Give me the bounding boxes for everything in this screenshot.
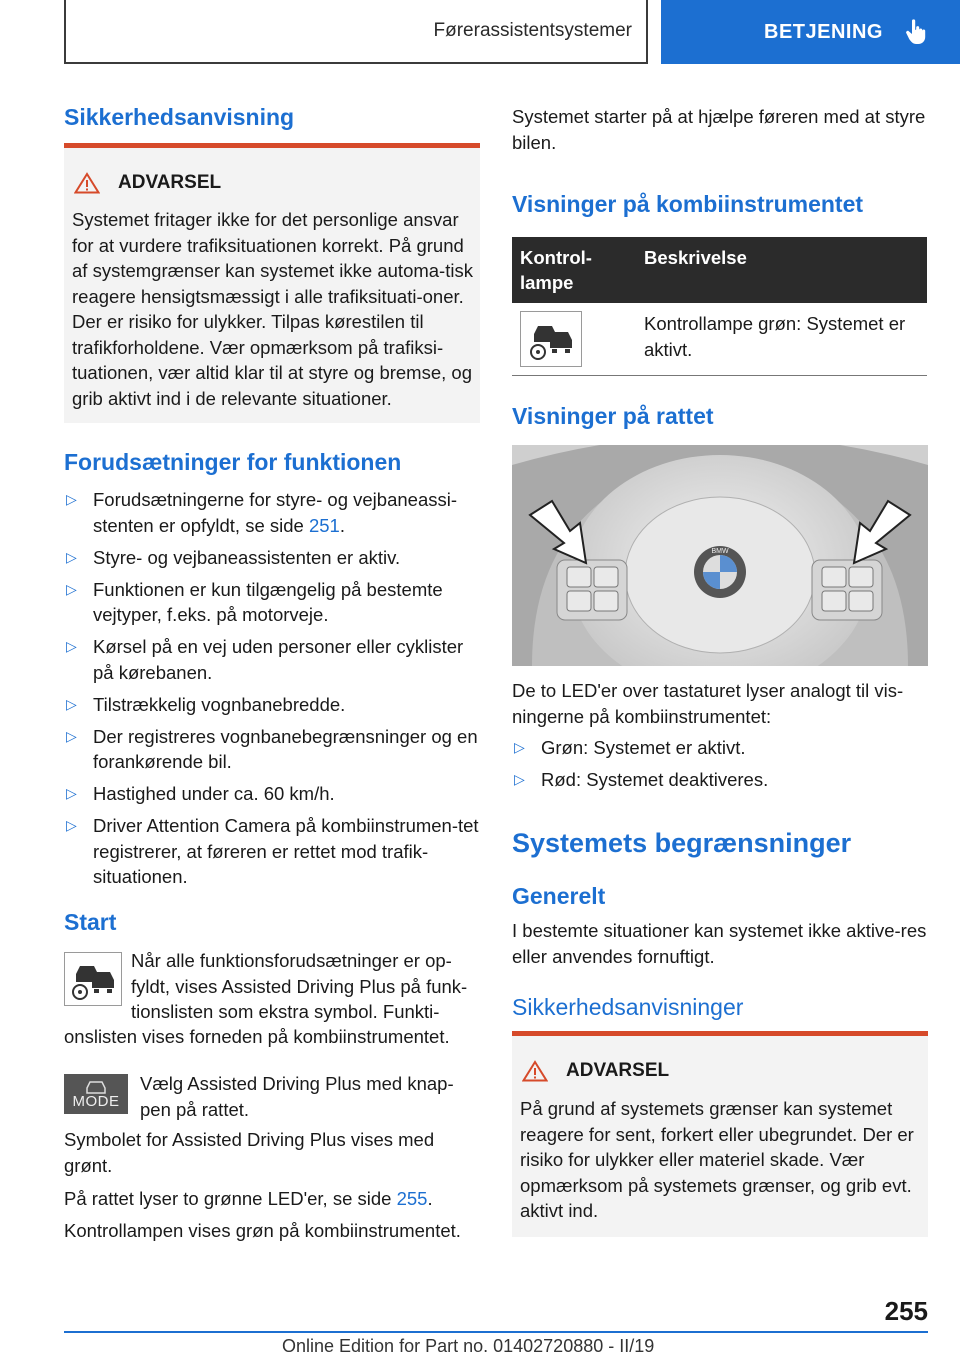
heading-prerequisites: Forudsætninger for funktionen <box>64 449 402 475</box>
warning-text: Systemet fritager ikke for det personlige ansvar for at vurdere trafiksituationen korrekt. På grund af systemgrænser kan systemet ikke automa-tisk reagere hensigtsmæssigt i alle trafiksituati-oner. Der er risiko for ulykker. Tilpas kørestilen til trafikforholdene. Vær opmærksom på trafiksi-tuationen, vær altid klar til at styre og bremse, og grib aktivt ind i de relevante situationer. <box>72 209 473 409</box>
heading-display-cluster: Visninger på kombiinstrumentet <box>512 191 864 217</box>
list-item: ▷ Styre- og vejbaneassistenten er aktiv. <box>66 546 401 568</box>
heading-general: Generelt <box>512 883 606 909</box>
page-link[interactable]: 255 <box>396 1188 428 1209</box>
mode-label: MODE <box>72 1092 120 1110</box>
warning-title <box>74 172 221 194</box>
heading-safety-instructions: Sikkerhedsanvisninger <box>512 994 744 1020</box>
warning-label: ADVARSEL <box>118 172 222 193</box>
section-title: Førerassistentsystemer <box>433 20 632 41</box>
list-item: ▷ Hastighed under ca. 60 km/h. <box>66 783 335 804</box>
list-item: ▷ Kørsel på en vej uden personer eller cyklister på kørebanen. <box>66 636 464 683</box>
start-paragraph-5: Kontrollampen vises grøn på kombiinstrumentet. <box>64 1220 461 1241</box>
heading-limitations: Systemets begrænsninger <box>512 828 852 858</box>
start-paragraph-3: Symbolet for Assisted Driving Plus vises med grønt. <box>64 1129 435 1176</box>
mode-button-icon <box>64 1074 128 1114</box>
list-item: ▷ Der registreres vognbanebegrænsninger og en forankørende bil. <box>66 725 478 772</box>
start-paragraph-4: På rattet lyser to grønne LED'er, se side 255. <box>64 1188 433 1209</box>
page-link[interactable]: 251 <box>308 514 340 536</box>
heading-display-wheel: Visninger på rattet <box>512 403 714 429</box>
wheel-paragraph: De to LED'er over tastaturet lyser analogt til vis-ningerne på kombiinstrumentet: <box>512 680 904 727</box>
start-paragraph-2: Vælg Assisted Driving Plus med knap-pen på rattet. <box>140 1073 454 1120</box>
assisted-driving-icon <box>64 952 122 1006</box>
page-number: 255 <box>884 1296 928 1326</box>
warning-title <box>522 1060 669 1082</box>
table-row <box>512 303 927 376</box>
footer-edition: Online Edition for Part no. 01402720880 - II/19 <box>282 1336 655 1356</box>
intro-paragraph: Systemet starter på at hjælpe føreren med at styre bilen. <box>512 106 926 153</box>
warning-box <box>512 1031 928 1237</box>
warning-triangle-icon <box>522 1060 548 1082</box>
warning-box <box>64 143 480 423</box>
list-item: ▷ Tilstrækkelig vognbanebredde. <box>66 693 346 715</box>
list-item: ▷ Driver Attention Camera på kombiinstrumen-tet registrerer, at føreren er rettet mod trafik-situationen. <box>66 815 479 887</box>
chapter-label: BETJENING <box>764 20 883 43</box>
wheel-list <box>512 735 928 799</box>
header-section-title <box>64 0 648 64</box>
steering-wheel-photo <box>512 445 928 666</box>
indicator-lamp-icon <box>520 311 582 367</box>
list-item: ▷ Forudsætningerne for styre- og vejbaneassi-stenten er opfyldt, se side 251. <box>66 489 458 536</box>
right-button-cluster <box>812 560 882 620</box>
table-header-lamp: Kontrol-lampe <box>512 237 636 303</box>
warning-label: ADVARSEL <box>566 1060 670 1081</box>
general-paragraph: I bestemte situationer kan systemet ikke aktive-res eller anvendes fornuftigt. <box>512 920 927 967</box>
header-chapter-tab <box>661 0 960 64</box>
start-paragraph-1: Når alle funktionsforudsætninger er op-fyldt, vises Assisted Driving Plus på funk-tionslisten som ekstra symbol. Funkti- <box>131 950 468 1022</box>
steering-cars-icon <box>525 316 577 362</box>
list-item: ▷ Grøn: Systemet er aktivt. <box>514 737 746 758</box>
start-paragraph-1-cont: onslisten vises forneden på kombiinstrumentet. <box>64 1026 450 1047</box>
table-cell-description: Kontrollampe grøn: Systemet er aktivt. <box>636 303 927 376</box>
steering-cars-icon <box>68 956 118 1002</box>
indicator-table <box>512 237 927 376</box>
heading-start: Start <box>64 909 117 935</box>
warning-triangle-icon <box>74 172 100 194</box>
footer-divider <box>64 1331 928 1333</box>
heading-safety: Sikkerhedsanvisning <box>64 104 295 130</box>
warning-text: På grund af systemets grænser kan systemet reagere for sent, forkert eller ubegrundet. Der er risiko for ulykker eller materiel skade. Vær opmærksom på systemets grænser, og grib evt. aktivt ind. <box>520 1098 914 1221</box>
table-header-description: Beskrivelse <box>636 237 927 303</box>
wheel-logo-text: BMW <box>711 548 729 555</box>
prerequisites-list <box>64 487 480 896</box>
list-item: ▷ Funktionen er kun tilgængelig på bestemte vejtyper, f.eks. på motorveje. <box>66 578 443 625</box>
list-item: ▷ Rød: Systemet deaktiveres. <box>514 769 769 790</box>
hand-pointer-icon <box>903 19 929 45</box>
car-icon <box>84 1080 108 1094</box>
left-button-cluster <box>557 560 627 620</box>
